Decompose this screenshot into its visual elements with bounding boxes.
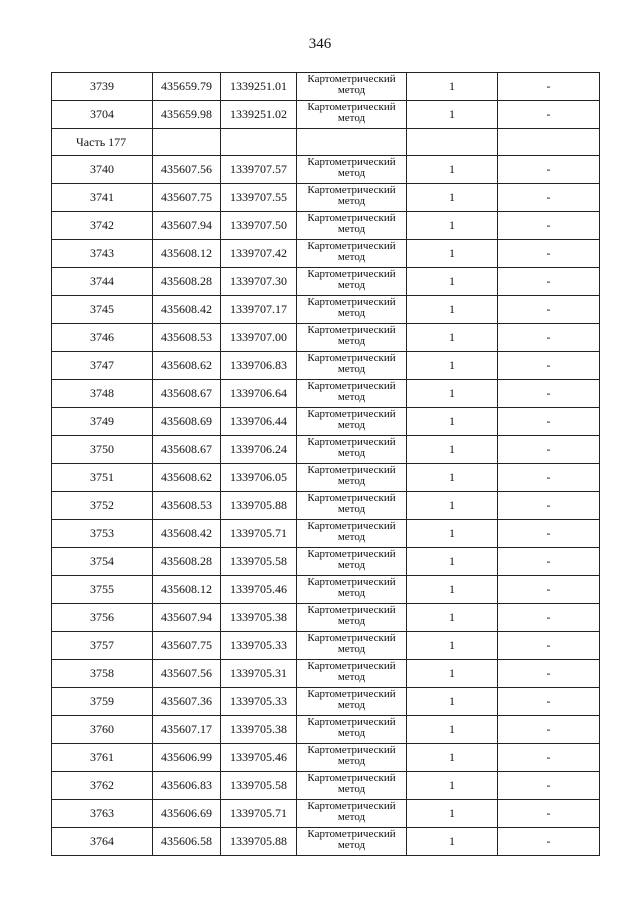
note-cell: - [498, 101, 600, 129]
note-cell: - [498, 716, 600, 744]
method-cell: Картометрический метод [297, 212, 407, 240]
point-number-cell: 3745 [52, 296, 153, 324]
table-row [52, 576, 600, 604]
empty-cell [221, 129, 297, 156]
point-number-cell: 3746 [52, 324, 153, 352]
point-number-cell: 3758 [52, 660, 153, 688]
accuracy-cell: 1 [407, 436, 498, 464]
method-cell: Картометрический метод [297, 184, 407, 212]
accuracy-cell: 1 [407, 520, 498, 548]
method-cell: Картометрический метод [297, 352, 407, 380]
section-row [52, 129, 600, 156]
table-row [52, 324, 600, 352]
note-cell: - [498, 212, 600, 240]
table-row [52, 492, 600, 520]
y-coordinate-cell: 1339705.38 [221, 716, 297, 744]
table-row [52, 156, 600, 184]
table-row [52, 268, 600, 296]
accuracy-cell: 1 [407, 156, 498, 184]
table-row [52, 464, 600, 492]
x-coordinate-cell: 435608.28 [153, 268, 221, 296]
y-coordinate-cell: 1339705.71 [221, 520, 297, 548]
note-cell: - [498, 352, 600, 380]
x-coordinate-cell: 435608.67 [153, 436, 221, 464]
accuracy-cell: 1 [407, 828, 498, 856]
method-cell: Картометрический метод [297, 324, 407, 352]
note-cell: - [498, 268, 600, 296]
note-cell: - [498, 604, 600, 632]
table-row [52, 380, 600, 408]
point-number-cell: 3744 [52, 268, 153, 296]
method-cell: Картометрический метод [297, 632, 407, 660]
note-cell: - [498, 772, 600, 800]
note-cell: - [498, 156, 600, 184]
note-cell: - [498, 324, 600, 352]
method-cell: Картометрический метод [297, 828, 407, 856]
accuracy-cell: 1 [407, 492, 498, 520]
y-coordinate-cell: 1339705.88 [221, 828, 297, 856]
y-coordinate-cell: 1339707.00 [221, 324, 297, 352]
point-number-cell: 3756 [52, 604, 153, 632]
y-coordinate-cell: 1339705.38 [221, 604, 297, 632]
note-cell: - [498, 464, 600, 492]
note-cell: - [498, 240, 600, 268]
method-cell: Картометрический метод [297, 604, 407, 632]
x-coordinate-cell: 435607.36 [153, 688, 221, 716]
accuracy-cell: 1 [407, 380, 498, 408]
y-coordinate-cell: 1339706.05 [221, 464, 297, 492]
note-cell: - [498, 73, 600, 101]
accuracy-cell: 1 [407, 800, 498, 828]
x-coordinate-cell: 435608.42 [153, 296, 221, 324]
accuracy-cell: 1 [407, 464, 498, 492]
y-coordinate-cell: 1339706.44 [221, 408, 297, 436]
x-coordinate-cell: 435608.67 [153, 380, 221, 408]
point-number-cell: 3752 [52, 492, 153, 520]
x-coordinate-cell: 435608.28 [153, 548, 221, 576]
x-coordinate-cell: 435659.79 [153, 73, 221, 101]
table-row [52, 101, 600, 129]
accuracy-cell: 1 [407, 324, 498, 352]
x-coordinate-cell: 435659.98 [153, 101, 221, 129]
point-number-cell: 3747 [52, 352, 153, 380]
x-coordinate-cell: 435607.94 [153, 212, 221, 240]
method-cell: Картометрический метод [297, 744, 407, 772]
y-coordinate-cell: 1339707.55 [221, 184, 297, 212]
y-coordinate-cell: 1339706.64 [221, 380, 297, 408]
accuracy-cell: 1 [407, 632, 498, 660]
accuracy-cell: 1 [407, 604, 498, 632]
table-row [52, 184, 600, 212]
x-coordinate-cell: 435608.12 [153, 576, 221, 604]
table-row [52, 73, 600, 101]
coordinates-table-body [52, 73, 600, 856]
table-row [52, 240, 600, 268]
method-cell: Картометрический метод [297, 492, 407, 520]
accuracy-cell: 1 [407, 660, 498, 688]
note-cell: - [498, 492, 600, 520]
accuracy-cell: 1 [407, 688, 498, 716]
table-row [52, 520, 600, 548]
empty-cell [297, 129, 407, 156]
point-number-cell: 3743 [52, 240, 153, 268]
page-number: 346 [308, 36, 332, 52]
accuracy-cell: 1 [407, 296, 498, 324]
table-row [52, 352, 600, 380]
note-cell: - [498, 408, 600, 436]
table-row [52, 660, 600, 688]
note-cell: - [498, 296, 600, 324]
y-coordinate-cell: 1339707.17 [221, 296, 297, 324]
accuracy-cell: 1 [407, 408, 498, 436]
y-coordinate-cell: 1339705.31 [221, 660, 297, 688]
note-cell: - [498, 184, 600, 212]
y-coordinate-cell: 1339706.83 [221, 352, 297, 380]
x-coordinate-cell: 435608.69 [153, 408, 221, 436]
x-coordinate-cell: 435608.12 [153, 240, 221, 268]
x-coordinate-cell: 435608.53 [153, 492, 221, 520]
method-cell: Картометрический метод [297, 576, 407, 604]
y-coordinate-cell: 1339707.42 [221, 240, 297, 268]
table-row [52, 632, 600, 660]
y-coordinate-cell: 1339705.58 [221, 772, 297, 800]
method-cell: Картометрический метод [297, 548, 407, 576]
table-row [52, 716, 600, 744]
empty-cell [498, 129, 600, 156]
method-cell: Картометрический метод [297, 464, 407, 492]
point-number-cell: 3741 [52, 184, 153, 212]
method-cell: Картометрический метод [297, 660, 407, 688]
note-cell: - [498, 660, 600, 688]
note-cell: - [498, 688, 600, 716]
x-coordinate-cell: 435607.75 [153, 632, 221, 660]
x-coordinate-cell: 435607.17 [153, 716, 221, 744]
point-number-cell: 3754 [52, 548, 153, 576]
point-number-cell: 3757 [52, 632, 153, 660]
method-cell: Картометрический метод [297, 436, 407, 464]
table-row [52, 436, 600, 464]
accuracy-cell: 1 [407, 548, 498, 576]
point-number-cell: 3750 [52, 436, 153, 464]
accuracy-cell: 1 [407, 101, 498, 129]
method-cell: Картометрический метод [297, 101, 407, 129]
note-cell: - [498, 632, 600, 660]
method-cell: Картометрический метод [297, 688, 407, 716]
point-number-cell: 3760 [52, 716, 153, 744]
x-coordinate-cell: 435606.99 [153, 744, 221, 772]
empty-cell [407, 129, 498, 156]
method-cell: Картометрический метод [297, 240, 407, 268]
point-number-cell: 3740 [52, 156, 153, 184]
y-coordinate-cell: 1339705.33 [221, 688, 297, 716]
accuracy-cell: 1 [407, 268, 498, 296]
point-number-cell: 3764 [52, 828, 153, 856]
accuracy-cell: 1 [407, 212, 498, 240]
method-cell: Картометрический метод [297, 408, 407, 436]
point-number-cell: 3748 [52, 380, 153, 408]
x-coordinate-cell: 435608.62 [153, 352, 221, 380]
x-coordinate-cell: 435608.62 [153, 464, 221, 492]
note-cell: - [498, 436, 600, 464]
note-cell: - [498, 548, 600, 576]
y-coordinate-cell: 1339251.02 [221, 101, 297, 129]
y-coordinate-cell: 1339705.58 [221, 548, 297, 576]
x-coordinate-cell: 435606.58 [153, 828, 221, 856]
x-coordinate-cell: 435607.56 [153, 156, 221, 184]
table-row [52, 296, 600, 324]
y-coordinate-cell: 1339705.46 [221, 576, 297, 604]
accuracy-cell: 1 [407, 716, 498, 744]
x-coordinate-cell: 435607.56 [153, 660, 221, 688]
point-number-cell: 3704 [52, 101, 153, 129]
method-cell: Картометрический метод [297, 268, 407, 296]
x-coordinate-cell: 435608.42 [153, 520, 221, 548]
table-row [52, 772, 600, 800]
note-cell: - [498, 828, 600, 856]
point-number-cell: 3762 [52, 772, 153, 800]
table-row [52, 212, 600, 240]
point-number-cell: 3739 [52, 73, 153, 101]
y-coordinate-cell: 1339707.50 [221, 212, 297, 240]
note-cell: - [498, 380, 600, 408]
y-coordinate-cell: 1339251.01 [221, 73, 297, 101]
method-cell: Картометрический метод [297, 73, 407, 101]
x-coordinate-cell: 435607.75 [153, 184, 221, 212]
y-coordinate-cell: 1339707.30 [221, 268, 297, 296]
x-coordinate-cell: 435607.94 [153, 604, 221, 632]
accuracy-cell: 1 [407, 73, 498, 101]
x-coordinate-cell: 435608.53 [153, 324, 221, 352]
empty-cell [153, 129, 221, 156]
accuracy-cell: 1 [407, 576, 498, 604]
table-row [52, 828, 600, 856]
accuracy-cell: 1 [407, 240, 498, 268]
coordinates-table [51, 72, 600, 856]
point-number-cell: 3749 [52, 408, 153, 436]
method-cell: Картометрический метод [297, 380, 407, 408]
accuracy-cell: 1 [407, 184, 498, 212]
x-coordinate-cell: 435606.69 [153, 800, 221, 828]
y-coordinate-cell: 1339705.33 [221, 632, 297, 660]
method-cell: Картометрический метод [297, 800, 407, 828]
point-number-cell: 3751 [52, 464, 153, 492]
accuracy-cell: 1 [407, 352, 498, 380]
point-number-cell: 3742 [52, 212, 153, 240]
table-row [52, 688, 600, 716]
point-number-cell: 3759 [52, 688, 153, 716]
note-cell: - [498, 520, 600, 548]
accuracy-cell: 1 [407, 744, 498, 772]
table-row [52, 548, 600, 576]
y-coordinate-cell: 1339705.71 [221, 800, 297, 828]
y-coordinate-cell: 1339707.57 [221, 156, 297, 184]
point-number-cell: 3763 [52, 800, 153, 828]
method-cell: Картометрический метод [297, 716, 407, 744]
method-cell: Картометрический метод [297, 296, 407, 324]
accuracy-cell: 1 [407, 772, 498, 800]
point-number-cell: 3755 [52, 576, 153, 604]
point-number-cell: 3761 [52, 744, 153, 772]
table-row [52, 408, 600, 436]
point-number-cell: 3753 [52, 520, 153, 548]
table-row [52, 744, 600, 772]
note-cell: - [498, 800, 600, 828]
y-coordinate-cell: 1339705.46 [221, 744, 297, 772]
table-row [52, 604, 600, 632]
y-coordinate-cell: 1339706.24 [221, 436, 297, 464]
method-cell: Картометрический метод [297, 772, 407, 800]
y-coordinate-cell: 1339705.88 [221, 492, 297, 520]
note-cell: - [498, 576, 600, 604]
method-cell: Картометрический метод [297, 156, 407, 184]
section-title: Часть 177 [52, 129, 153, 156]
table-row [52, 800, 600, 828]
method-cell: Картометрический метод [297, 520, 407, 548]
note-cell: - [498, 744, 600, 772]
x-coordinate-cell: 435606.83 [153, 772, 221, 800]
